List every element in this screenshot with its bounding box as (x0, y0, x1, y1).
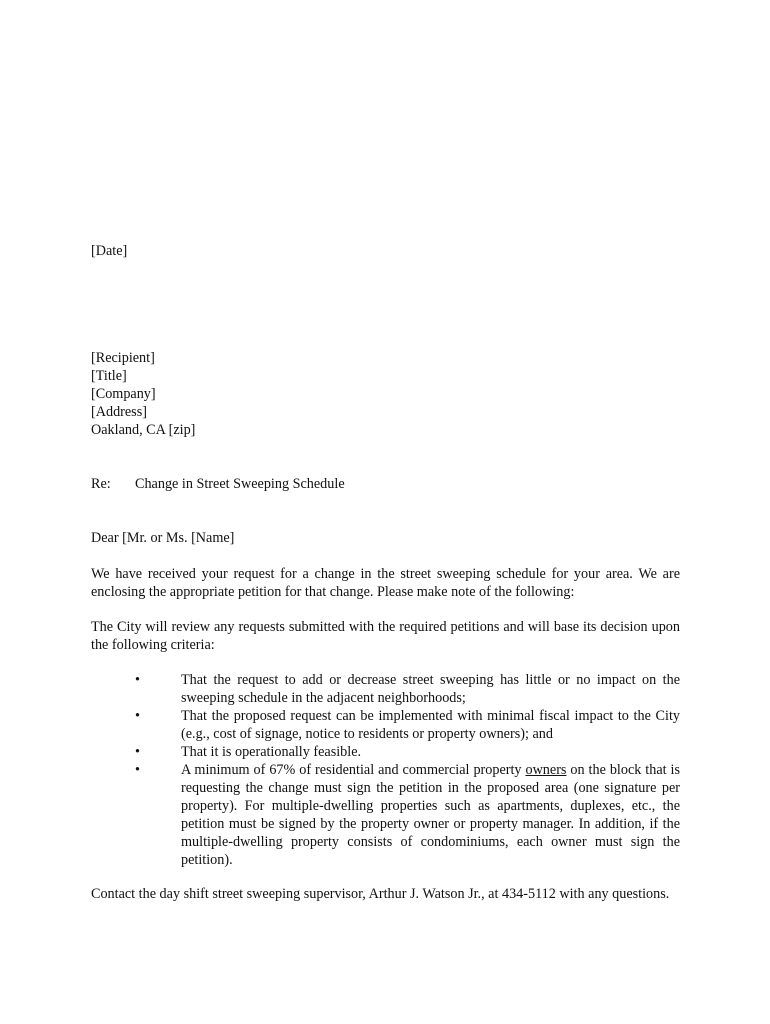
recipient-city-zip: Oakland, CA [zip] (91, 422, 196, 438)
bullet-icon: • (135, 672, 140, 688)
body-paragraph-criteria-intro: The City will review any requests submitted with the required petitions and will base its decision upon the following criteria: (91, 619, 680, 653)
closing-paragraph: Contact the day shift street sweeping supervisor, Arthur J. Watson Jr., at 434-5112 with any questions. (91, 886, 670, 902)
recipient-name: [Recipient] (91, 350, 155, 366)
recipient-title: [Title] (91, 368, 127, 384)
recipient-address: [Address] (91, 404, 147, 420)
bullet-icon: • (135, 762, 140, 778)
criteria-list (91, 671, 680, 869)
criteria-text: That it is operationally feasible. (181, 744, 362, 760)
criteria-text-after: on the block that is requesting the change must sign the petition in the proposed area (one signature per property). For multiple-dwelling properties such as apartments, duplexes, etc., the petition must be signed by the property owner or property manager. In addition, if the multiple-dwelling property consists of condominiums, each owner must sign the petition). (181, 762, 680, 868)
salutation: Dear [Mr. or Ms. [Name] (91, 530, 235, 546)
subject-label: Re: (91, 476, 111, 492)
recipient-company: [Company] (91, 386, 156, 402)
list-item (91, 743, 680, 761)
list-item (91, 707, 680, 743)
subject-line (91, 475, 680, 493)
list-item (91, 761, 680, 869)
criteria-text-before: A minimum of 67% of residential and commercial property (181, 762, 526, 778)
bullet-icon: • (135, 744, 140, 760)
criteria-underlined-word: owners (525, 762, 567, 778)
bullet-icon: • (135, 708, 140, 724)
recipient-address-block (91, 349, 680, 439)
criteria-text: That the request to add or decrease street sweeping has little or no impact on the sweeping schedule in the adjacent neighborhoods; (181, 672, 680, 706)
body-paragraph-intro: We have received your request for a change in the street sweeping schedule for your area. We are enclosing the appropriate petition for that change. Please make note of the following: (91, 566, 680, 600)
subject-text: Change in Street Sweeping Schedule (135, 476, 345, 492)
letter-date: [Date] (91, 243, 128, 259)
criteria-text: That the proposed request can be implemented with minimal fiscal impact to the City (e.g., cost of signage, notice to residents or property owners); and (181, 708, 680, 742)
list-item (91, 671, 680, 707)
